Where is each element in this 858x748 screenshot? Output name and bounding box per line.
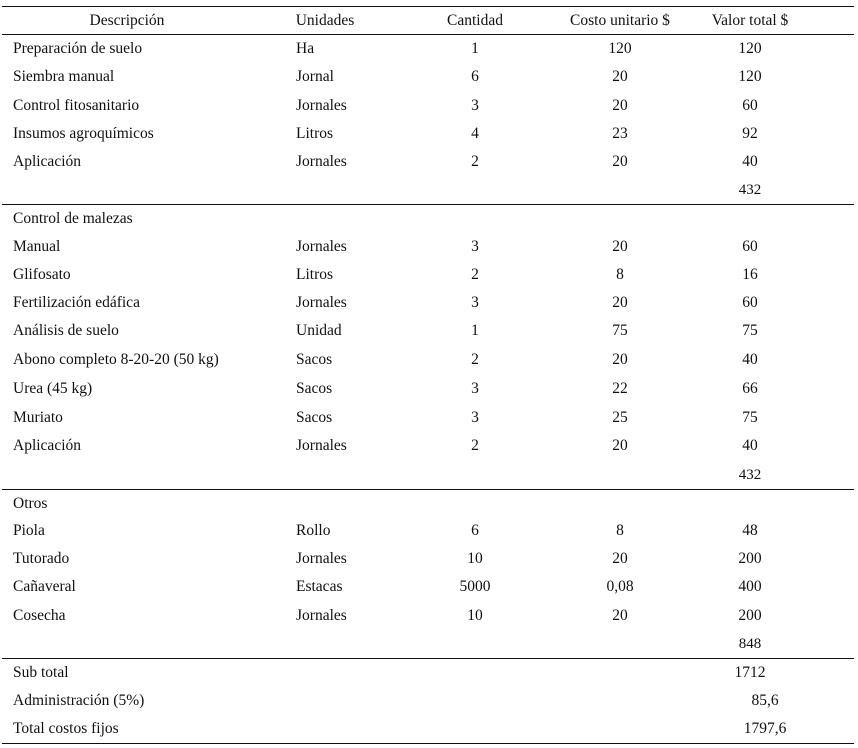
- row-unit-cost: 8: [616, 266, 624, 283]
- row-units: Sacos: [296, 351, 333, 368]
- row-unit-cost: 25: [612, 409, 628, 426]
- table-row: [0, 92, 858, 120]
- header-unit-cost: Costo unitario $: [570, 12, 670, 29]
- row-total: 400: [738, 578, 762, 595]
- summary-value: 1712: [734, 664, 766, 681]
- table-row: [0, 432, 858, 460]
- row-unit-cost: 20: [612, 437, 628, 454]
- header-total-value: Valor total $: [711, 12, 789, 29]
- section-title-row: [0, 490, 858, 518]
- row-total: 200: [738, 607, 762, 624]
- summary-value: 1797,6: [743, 720, 787, 737]
- row-description: Abono completo 8-20-20 (50 kg): [13, 351, 219, 368]
- row-quantity: 6: [471, 68, 479, 85]
- row-description: Cañaveral: [13, 578, 76, 595]
- table-row: [0, 317, 858, 345]
- row-total: 92: [742, 125, 758, 142]
- table-row: [0, 148, 858, 176]
- row-unit-cost: 20: [612, 351, 628, 368]
- table-row: [0, 404, 858, 432]
- row-units: Jornales: [296, 550, 347, 567]
- row-quantity: 3: [471, 380, 479, 397]
- summary-row-administration: [0, 687, 858, 715]
- summary-label: Total costos fijos: [13, 720, 119, 737]
- row-total: 60: [742, 97, 758, 114]
- row-units: Jornales: [296, 238, 347, 255]
- row-unit-cost: 20: [612, 97, 628, 114]
- row-total: 200: [738, 550, 762, 567]
- row-quantity: 4: [471, 125, 479, 142]
- table-row: [0, 517, 858, 545]
- row-description: Aplicación: [13, 153, 82, 170]
- row-units: Jornales: [296, 607, 347, 624]
- row-description: Tutorado: [13, 550, 70, 567]
- row-description: Fertilización edáfica: [13, 294, 140, 311]
- row-description: Piola: [13, 522, 45, 539]
- row-units: Litros: [296, 266, 334, 283]
- row-total: 75: [742, 409, 758, 426]
- header-description: Descripción: [89, 12, 165, 29]
- row-description: Control fitosanitario: [13, 97, 140, 114]
- table-row: [0, 63, 858, 91]
- row-unit-cost: 20: [612, 153, 628, 170]
- section-subtotal-row: [0, 176, 858, 204]
- row-description: Análisis de suelo: [13, 322, 119, 339]
- row-quantity: 3: [471, 97, 479, 114]
- row-quantity: 2: [471, 437, 479, 454]
- row-description: Manual: [13, 238, 61, 255]
- row-unit-cost: 75: [612, 322, 628, 339]
- summary-label: Sub total: [13, 664, 69, 681]
- row-description: Urea (45 kg): [13, 380, 93, 397]
- row-units: Ha: [296, 40, 315, 57]
- row-quantity: 1: [471, 322, 479, 339]
- row-description: Glifosato: [13, 266, 71, 283]
- summary-row-total: [0, 715, 858, 743]
- row-description: Preparación de suelo: [13, 40, 143, 57]
- row-units: Litros: [296, 125, 334, 142]
- row-description: Insumos agroquímicos: [13, 125, 154, 142]
- table-row: [0, 573, 858, 601]
- section-subtotal-row: [0, 461, 858, 489]
- table-row: [0, 120, 858, 148]
- section-title: Otros: [13, 495, 48, 512]
- section-title-row: [0, 205, 858, 233]
- row-total: 16: [742, 266, 758, 283]
- row-units: Unidad: [296, 322, 342, 339]
- section-subtotal: 432: [738, 182, 762, 198]
- table-row: [0, 289, 858, 317]
- row-units: Sacos: [296, 409, 333, 426]
- row-quantity: 10: [467, 550, 483, 567]
- bottom-rule: [2, 743, 854, 744]
- table-row: [0, 233, 858, 261]
- row-quantity: 1: [471, 40, 479, 57]
- row-units: Jornales: [296, 97, 347, 114]
- summary-label: Administración (5%): [13, 692, 145, 709]
- row-units: Sacos: [296, 380, 333, 397]
- table-row: [0, 545, 858, 573]
- table-row: [0, 346, 858, 374]
- row-total: 40: [742, 351, 758, 368]
- row-unit-cost: 20: [612, 607, 628, 624]
- row-unit-cost: 120: [608, 40, 632, 57]
- row-description: Aplicación: [13, 437, 82, 454]
- row-total: 40: [742, 437, 758, 454]
- summary-row-subtotal: [0, 659, 858, 687]
- table-row: [0, 602, 858, 630]
- table-row: [0, 375, 858, 403]
- row-quantity: 5000: [459, 578, 491, 595]
- row-total: 48: [742, 522, 758, 539]
- row-unit-cost: 23: [612, 125, 628, 142]
- section-subtotal: 848: [738, 636, 762, 652]
- row-total: 60: [742, 238, 758, 255]
- row-quantity: 6: [471, 522, 479, 539]
- section-title: Control de malezas: [13, 210, 133, 227]
- row-unit-cost: 20: [612, 294, 628, 311]
- row-units: Jornales: [296, 153, 347, 170]
- row-unit-cost: 20: [612, 550, 628, 567]
- summary-value: 85,6: [751, 692, 779, 709]
- table-row: [0, 35, 858, 63]
- row-units: Jornales: [296, 437, 347, 454]
- row-quantity: 3: [471, 238, 479, 255]
- section-subtotal-row: [0, 630, 858, 658]
- row-total: 120: [738, 68, 762, 85]
- row-description: Muriato: [13, 409, 63, 426]
- row-description: Cosecha: [13, 607, 66, 624]
- row-total: 60: [742, 294, 758, 311]
- row-total: 75: [742, 322, 758, 339]
- row-quantity: 3: [471, 294, 479, 311]
- section-subtotal: 432: [738, 467, 762, 483]
- row-quantity: 10: [467, 607, 483, 624]
- row-units: Estacas: [296, 578, 343, 595]
- row-unit-cost: 20: [612, 238, 628, 255]
- row-description: Siembra manual: [13, 68, 115, 85]
- row-units: Rollo: [296, 522, 331, 539]
- row-quantity: 2: [471, 153, 479, 170]
- row-unit-cost: 8: [616, 522, 624, 539]
- row-unit-cost: 0,08: [606, 578, 634, 595]
- row-units: Jornales: [296, 294, 347, 311]
- row-units: Jornal: [296, 68, 334, 85]
- row-total: 120: [738, 40, 762, 57]
- row-total: 66: [742, 380, 758, 397]
- row-quantity: 3: [471, 409, 479, 426]
- row-quantity: 2: [471, 351, 479, 368]
- row-unit-cost: 20: [612, 68, 628, 85]
- row-unit-cost: 22: [612, 380, 628, 397]
- table-row: [0, 261, 858, 289]
- header-quantity: Cantidad: [447, 12, 503, 29]
- row-quantity: 2: [471, 266, 479, 283]
- row-total: 40: [742, 153, 758, 170]
- table-header: [0, 7, 858, 35]
- header-units: Unidades: [295, 12, 355, 29]
